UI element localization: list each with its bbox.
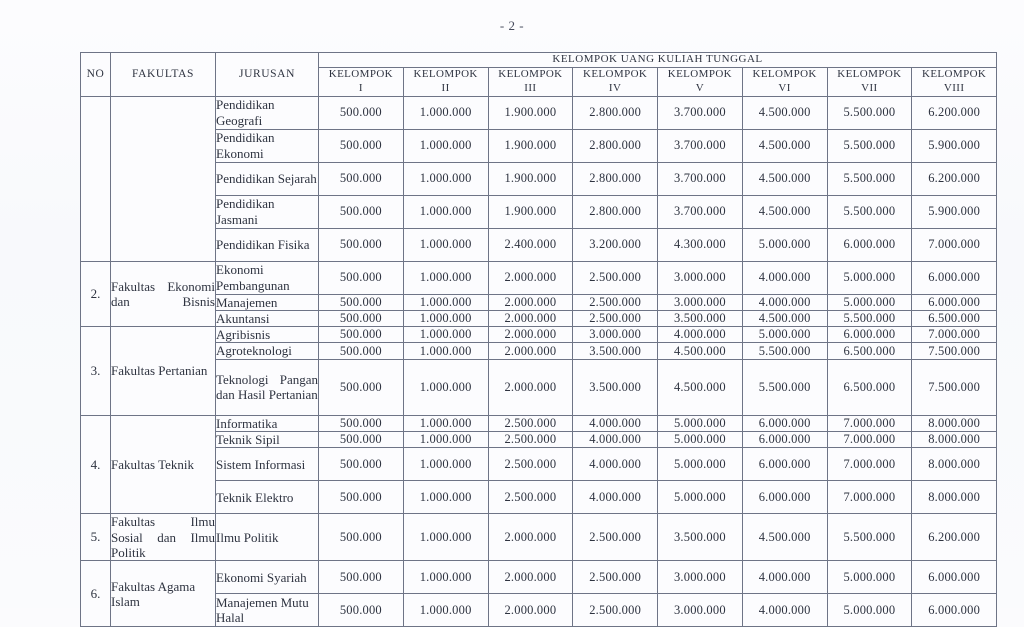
row-jurusan: Ekonomi Pembangunan [216,261,319,294]
cell-kelompok-4: 3.200.000 [573,228,658,261]
cell-kelompok-3: 2.000.000 [488,310,573,326]
cell-kelompok-6: 5.000.000 [742,228,827,261]
row-jurusan: Ilmu Politik [216,514,319,561]
row-fakultas: Fakultas Teknik [111,415,216,514]
cell-kelompok-7: 5.000.000 [827,261,912,294]
cell-kelompok-8: 5.900.000 [912,195,997,228]
cell-kelompok-5: 3.000.000 [658,261,743,294]
cell-kelompok-6: 4.500.000 [742,514,827,561]
row-fakultas: Fakultas Ilmu Sosial dan Ilmu Politik [111,514,215,561]
cell-kelompok-5: 4.500.000 [658,359,743,415]
cell-kelompok-2: 1.000.000 [403,594,488,627]
cell-kelompok-5: 3.000.000 [658,594,743,627]
cell-kelompok-2: 1.000.000 [403,448,488,481]
row-fakultas: Fakultas Pertanian [111,327,216,416]
cell-kelompok-2: 1.000.000 [403,481,488,514]
cell-kelompok-8: 6.000.000 [912,561,997,594]
cell-kelompok-2: 1.000.000 [403,261,488,294]
cell-kelompok-1: 500.000 [319,261,404,294]
cell-kelompok-8: 6.200.000 [912,514,997,561]
cell-kelompok-8: 6.500.000 [912,310,997,326]
cell-kelompok-4: 4.000.000 [573,432,658,448]
cell-kelompok-8: 6.200.000 [912,162,997,195]
table-row [81,343,997,359]
cell-kelompok-6: 4.000.000 [742,594,827,627]
column-header-kelompok-4 [573,68,658,97]
table-row [81,359,997,415]
cell-kelompok-1: 500.000 [319,594,404,627]
cell-kelompok-4: 2.500.000 [573,561,658,594]
cell-kelompok-3: 1.900.000 [488,96,573,129]
cell-kelompok-1: 500.000 [319,514,404,561]
cell-kelompok-7: 7.000.000 [827,432,912,448]
cell-kelompok-4: 2.800.000 [573,162,658,195]
cell-kelompok-1: 500.000 [319,162,404,195]
cell-kelompok-3: 1.900.000 [488,162,573,195]
row-jurusan: Manajemen [216,294,319,310]
kelompok-roman-2: II [441,81,450,94]
cell-kelompok-5: 3.000.000 [658,561,743,594]
kelompok-label-6: KELOMPOK [752,68,817,80]
cell-kelompok-7: 5.000.000 [827,561,912,594]
cell-kelompok-5: 5.000.000 [658,432,743,448]
kelompok-label-1: KELOMPOK [328,68,394,80]
row-jurusan: Pendidikan Ekonomi [216,129,319,162]
cell-kelompok-1: 500.000 [319,228,404,261]
cell-kelompok-5: 5.000.000 [658,415,743,431]
row-jurusan: Teknologi Pangan dan Hasil Pertanian [216,359,319,415]
column-header-group-kelompok-uang-kuliah-tunggal: KELOMPOK UANG KULIAH TUNGGAL [319,53,997,68]
cell-kelompok-4: 2.500.000 [573,514,658,561]
cell-kelompok-5: 3.500.000 [658,514,743,561]
column-header-kelompok-1 [319,68,404,97]
cell-kelompok-8: 6.200.000 [912,96,997,129]
cell-kelompok-7: 5.500.000 [827,129,912,162]
row-no: 2. [81,261,111,327]
row-jurusan: Pendidikan Sejarah [216,162,319,195]
cell-kelompok-7: 6.500.000 [827,359,912,415]
cell-kelompok-2: 1.000.000 [403,514,488,561]
cell-kelompok-8: 8.000.000 [912,432,997,448]
cell-kelompok-4: 2.500.000 [573,294,658,310]
kelompok-roman-1: I [358,81,363,94]
cell-kelompok-5: 3.700.000 [658,129,743,162]
cell-kelompok-6: 5.500.000 [742,359,827,415]
row-jurusan: Pendidikan Fisika [216,228,319,261]
cell-kelompok-6: 6.000.000 [742,415,827,431]
kelompok-roman-5: V [695,81,705,94]
cell-kelompok-5: 5.000.000 [658,448,743,481]
table-row [81,448,997,481]
kelompok-roman-7: VII [861,81,878,94]
cell-kelompok-7: 5.500.000 [827,195,912,228]
cell-kelompok-7: 7.000.000 [827,448,912,481]
row-fakultas: Fakultas Ekonomi dan Bisnis [111,261,216,327]
cell-kelompok-4: 3.500.000 [573,359,658,415]
row-jurusan: Ekonomi Syariah [216,561,319,594]
cell-kelompok-3: 2.000.000 [488,359,573,415]
cell-kelompok-7: 6.500.000 [827,343,912,359]
cell-kelompok-8: 7.000.000 [912,228,997,261]
row-fakultas: Fakultas Agama Islam [111,561,216,627]
ukt-fee-table [80,52,997,627]
table-row [81,327,997,343]
cell-kelompok-5: 3.700.000 [658,96,743,129]
table-body [81,96,997,627]
ukt-table-container [80,52,991,627]
row-no: 4. [81,415,111,514]
row-no: 5. [81,514,111,561]
cell-kelompok-3: 2.000.000 [488,561,573,594]
column-header-kelompok-6 [742,68,827,97]
cell-kelompok-2: 1.000.000 [403,294,488,310]
cell-kelompok-4: 2.800.000 [573,195,658,228]
cell-kelompok-2: 1.000.000 [403,327,488,343]
cell-kelompok-3: 2.000.000 [488,594,573,627]
cell-kelompok-4: 2.800.000 [573,129,658,162]
cell-kelompok-7: 5.500.000 [827,162,912,195]
cell-kelompok-3: 2.400.000 [488,228,573,261]
cell-kelompok-4: 2.500.000 [573,310,658,326]
cell-kelompok-7: 5.000.000 [827,294,912,310]
cell-kelompok-8: 7.000.000 [912,327,997,343]
column-header-kelompok-8 [912,68,997,97]
column-header-fakultas: FAKULTAS [111,53,216,97]
cell-kelompok-3: 2.000.000 [488,294,573,310]
kelompok-roman-8: VIII [943,81,965,94]
cell-kelompok-1: 500.000 [319,343,404,359]
kelompok-label-3: KELOMPOK [498,68,563,80]
cell-kelompok-2: 1.000.000 [403,415,488,431]
cell-kelompok-8: 6.000.000 [912,594,997,627]
cell-kelompok-2: 1.000.000 [403,96,488,129]
kelompok-label-8: KELOMPOK [921,68,987,80]
table-row [81,261,997,294]
cell-kelompok-6: 4.000.000 [742,261,827,294]
row-jurusan: Akuntansi [216,310,319,326]
cell-kelompok-8: 5.900.000 [912,129,997,162]
row-jurusan: Agroteknologi [216,343,319,359]
table-row [81,481,997,514]
cell-kelompok-7: 5.000.000 [827,594,912,627]
row-jurusan: Agribisnis [216,327,319,343]
kelompok-label-4: KELOMPOK [582,68,648,80]
cell-kelompok-3: 2.000.000 [488,343,573,359]
page-number: - 2 - [499,18,525,33]
cell-kelompok-8: 8.000.000 [912,481,997,514]
cell-kelompok-2: 1.000.000 [403,129,488,162]
row-jurusan: Teknik Elektro [216,481,319,514]
table-header [81,53,997,97]
cell-kelompok-3: 2.000.000 [488,261,573,294]
cell-kelompok-1: 500.000 [319,294,404,310]
cell-kelompok-7: 5.500.000 [827,514,912,561]
row-jurusan: Teknik Sipil [216,432,319,448]
cell-kelompok-3: 2.500.000 [488,432,573,448]
cell-kelompok-3: 1.900.000 [488,129,573,162]
cell-kelompok-8: 8.000.000 [912,415,997,431]
cell-kelompok-6: 5.000.000 [742,327,827,343]
table-row [81,129,997,162]
cell-kelompok-6: 6.000.000 [742,481,827,514]
cell-kelompok-6: 4.500.000 [742,310,827,326]
cell-kelompok-2: 1.000.000 [403,561,488,594]
kelompok-roman-4: IV [608,81,622,94]
cell-kelompok-8: 8.000.000 [912,448,997,481]
column-header-jurusan: JURUSAN [216,53,319,97]
cell-kelompok-1: 500.000 [319,432,404,448]
cell-kelompok-2: 1.000.000 [403,195,488,228]
cell-kelompok-8: 6.000.000 [912,294,997,310]
kelompok-label-7: KELOMPOK [837,68,902,80]
cell-kelompok-6: 4.000.000 [742,561,827,594]
row-jurusan: Pendidikan Geografi [216,96,319,129]
cell-kelompok-7: 7.000.000 [827,481,912,514]
table-row [81,310,997,326]
cell-kelompok-4: 4.000.000 [573,481,658,514]
cell-kelompok-6: 4.500.000 [742,162,827,195]
table-row [81,415,997,431]
cell-kelompok-3: 2.500.000 [488,481,573,514]
cell-kelompok-6: 6.000.000 [742,432,827,448]
cell-kelompok-6: 4.000.000 [742,294,827,310]
cell-kelompok-5: 5.000.000 [658,481,743,514]
cell-kelompok-5: 3.000.000 [658,294,743,310]
table-row [81,162,997,195]
kelompok-label-5: KELOMPOK [667,68,733,80]
kelompok-roman-6: VI [778,81,791,94]
cell-kelompok-1: 500.000 [319,310,404,326]
kelompok-roman-3: III [524,81,537,94]
cell-kelompok-6: 5.500.000 [742,343,827,359]
cell-kelompok-3: 1.900.000 [488,195,573,228]
table-row [81,96,997,129]
cell-kelompok-6: 4.500.000 [742,195,827,228]
row-no-blank [81,96,111,261]
header-row-group [81,53,997,68]
cell-kelompok-1: 500.000 [319,327,404,343]
cell-kelompok-7: 6.000.000 [827,327,912,343]
row-no: 6. [81,561,111,627]
cell-kelompok-7: 7.000.000 [827,415,912,431]
cell-kelompok-1: 500.000 [319,129,404,162]
cell-kelompok-2: 1.000.000 [403,432,488,448]
cell-kelompok-4: 3.500.000 [573,343,658,359]
cell-kelompok-1: 500.000 [319,481,404,514]
row-fakultas-blank [111,96,216,261]
cell-kelompok-1: 500.000 [319,561,404,594]
cell-kelompok-8: 6.000.000 [912,261,997,294]
cell-kelompok-3: 2.500.000 [488,415,573,431]
cell-kelompok-5: 4.300.000 [658,228,743,261]
cell-kelompok-5: 3.700.000 [658,195,743,228]
row-jurusan: Pendidikan Jasmani [216,195,319,228]
row-jurusan: Manajemen Mutu Halal [216,594,319,627]
cell-kelompok-6: 4.500.000 [742,96,827,129]
cell-kelompok-4: 4.000.000 [573,415,658,431]
cell-kelompok-5: 3.700.000 [658,162,743,195]
cell-kelompok-4: 3.000.000 [573,327,658,343]
cell-kelompok-6: 4.500.000 [742,129,827,162]
row-jurusan: Sistem Informasi [216,448,319,481]
column-header-kelompok-2 [403,68,488,97]
cell-kelompok-8: 7.500.000 [912,343,997,359]
column-header-kelompok-5 [658,68,743,97]
cell-kelompok-4: 2.800.000 [573,96,658,129]
cell-kelompok-2: 1.000.000 [403,359,488,415]
column-header-kelompok-7 [827,68,912,97]
cell-kelompok-5: 4.500.000 [658,343,743,359]
cell-kelompok-4: 2.500.000 [573,594,658,627]
cell-kelompok-8: 7.500.000 [912,359,997,415]
cell-kelompok-1: 500.000 [319,448,404,481]
cell-kelompok-3: 2.500.000 [488,448,573,481]
cell-kelompok-6: 6.000.000 [742,448,827,481]
cell-kelompok-2: 1.000.000 [403,228,488,261]
cell-kelompok-2: 1.000.000 [403,343,488,359]
cell-kelompok-3: 2.000.000 [488,327,573,343]
column-header-kelompok-3 [488,68,573,97]
cell-kelompok-1: 500.000 [319,195,404,228]
table-row [81,294,997,310]
column-header-no: NO [81,53,111,97]
cell-kelompok-2: 1.000.000 [403,162,488,195]
table-row [81,514,997,561]
row-jurusan: Informatika [216,415,319,431]
table-row [81,594,997,627]
table-row [81,195,997,228]
table-row [81,561,997,594]
row-no: 3. [81,327,111,416]
cell-kelompok-2: 1.000.000 [403,310,488,326]
cell-kelompok-7: 6.000.000 [827,228,912,261]
cell-kelompok-5: 4.000.000 [658,327,743,343]
table-row [81,432,997,448]
cell-kelompok-7: 5.500.000 [827,96,912,129]
table-row [81,228,997,261]
kelompok-label-2: KELOMPOK [413,68,478,80]
cell-kelompok-1: 500.000 [319,415,404,431]
cell-kelompok-3: 2.000.000 [488,514,573,561]
cell-kelompok-7: 5.500.000 [827,310,912,326]
cell-kelompok-1: 500.000 [319,96,404,129]
cell-kelompok-4: 4.000.000 [573,448,658,481]
cell-kelompok-5: 3.500.000 [658,310,743,326]
cell-kelompok-4: 2.500.000 [573,261,658,294]
cell-kelompok-1: 500.000 [319,359,404,415]
